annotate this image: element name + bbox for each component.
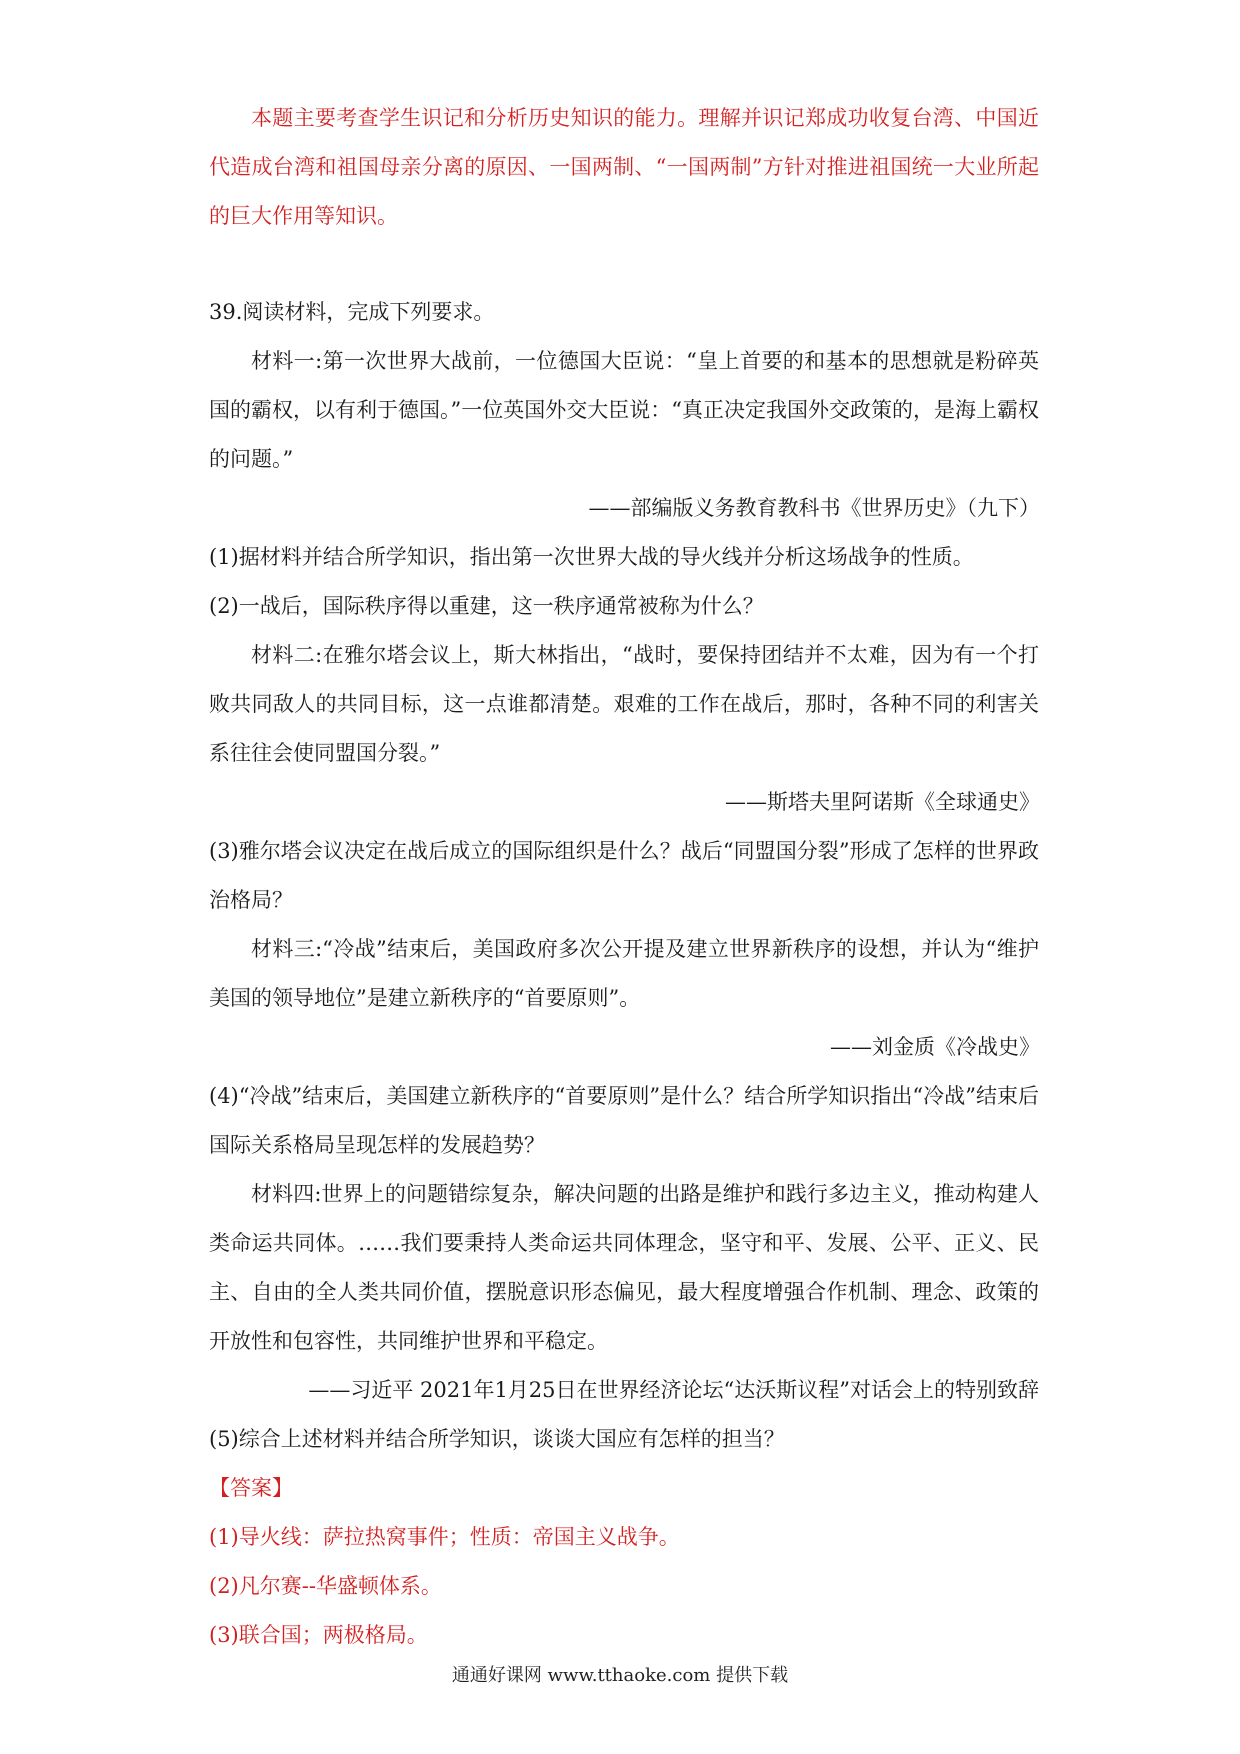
material-1: 材料一:第一次世界大战前，一位德国大臣说：“皇上首要的和基本的思想就是粉碎英国的霸权，以有利于德国。”一位英国外交大臣说：“真正决定我国外交政策的，是海上霸权的问题。” bbox=[209, 349, 1039, 471]
question-title: 39.阅读材料，完成下列要求。 bbox=[209, 300, 495, 324]
material-2: 材料二:在雅尔塔会议上，斯大林指出，“战时，要保持团结并不太难，因为有一个打败共同敌人的共同目标，这一点谁都清楚。艰难的工作在战后，那时，各种不同的利害关系往往会使同盟国分裂。” bbox=[209, 643, 1039, 765]
answer-2: (2)凡尔赛--华盛顿体系。 bbox=[209, 1574, 442, 1598]
answer-heading: 【答案】 bbox=[209, 1476, 293, 1500]
material-4: 材料四:世界上的问题错综复杂，解决问题的出路是维护和践行多边主义，推动构建人类命运共同体。……我们要秉持人类命运共同体理念，坚守和平、发展、公平、正义、民主、自由的全人类共同价值，摆脱意识形态偏见，最大程度增强合作机制、理念、政策的开放性和包容性，共同维护世界和平稳定。 bbox=[209, 1182, 1039, 1353]
material-3: 材料三:“冷战”结束后，美国政府多次公开提及建立世界新秩序的设想，并认为“维护美国的领导地位”是建立新秩序的“首要原则”。 bbox=[209, 937, 1039, 1010]
material-2-source: ——斯塔夫里阿诺斯《全球通史》 bbox=[725, 790, 1040, 814]
material-3-source: ——刘金质《冷战史》 bbox=[830, 1035, 1040, 1059]
page-footer: 通通好课网 www.tthaoke.com 提供下载 bbox=[451, 1665, 789, 1686]
question-1: (1)据材料并结合所学知识，指出第一次世界大战的导火线并分析这场战争的性质。 bbox=[209, 545, 974, 569]
answer-1: (1)导火线：萨拉热窝事件；性质：帝国主义战争。 bbox=[209, 1525, 680, 1549]
analysis-paragraph: 本题主要考查学生识记和分析历史知识的能力。理解并识记郑成功收复台湾、中国近代造成台湾和祖国母亲分离的原因、一国两制、“一国两制”方针对推进祖国统一大业所起的巨大作用等知识。 bbox=[209, 106, 1039, 228]
material-4-source: ——习近平 2021年1月25日在世界经济论坛“达沃斯议程”对话会上的特别致辞 bbox=[308, 1378, 1039, 1402]
question-4: (4)“冷战”结束后，美国建立新秩序的“首要原则”是什么？结合所学知识指出“冷战”结束后国际关系格局呈现怎样的发展趋势？ bbox=[209, 1084, 1039, 1157]
question-5: (5)综合上述材料并结合所学知识，谈谈大国应有怎样的担当？ bbox=[209, 1427, 785, 1451]
material-1-source: ——部编版义务教育教科书《世界历史》（九下） bbox=[588, 496, 1040, 520]
question-2: (2)一战后，国际秩序得以重建，这一秩序通常被称为什么？ bbox=[209, 594, 764, 618]
question-3: (3)雅尔塔会议决定在战后成立的国际组织是什么？战后“同盟国分裂”形成了怎样的世界政治格局？ bbox=[209, 839, 1039, 912]
answer-3: (3)联合国；两极格局。 bbox=[209, 1623, 428, 1647]
